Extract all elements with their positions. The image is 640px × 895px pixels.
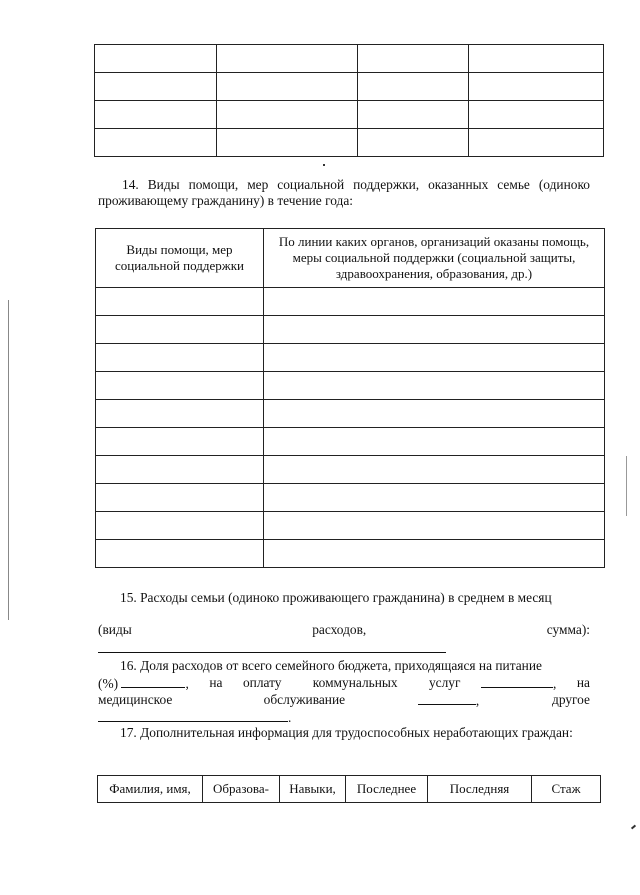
empty-cell (469, 101, 604, 129)
previous-table-row (95, 73, 604, 101)
food-share-blank (121, 675, 185, 688)
empty-cell (96, 428, 264, 456)
empty-cell (95, 73, 217, 101)
empty-cell (95, 129, 217, 157)
empty-cell (264, 540, 605, 568)
utilities-blank (481, 675, 553, 688)
section-15-sum: сумма): (546, 622, 590, 637)
previous-table-row (95, 129, 604, 157)
empty-cell (96, 316, 264, 344)
unemployed-info-table (97, 775, 601, 803)
section-17-number: 17. (120, 725, 137, 740)
section-16-medical-label: медицинское обслуживание (98, 692, 346, 707)
aid-table-row (96, 288, 605, 316)
section-16-line1 (98, 658, 590, 674)
aid-table-header-row (96, 229, 605, 288)
section-15-kinds: (виды (98, 622, 132, 637)
section-14-body: Виды помощи, мер социальной поддержки, оказанных семье (одиноко проживающему гражданину) в течение года: (98, 177, 590, 208)
empty-cell (469, 45, 604, 73)
aid-table-row (96, 428, 605, 456)
section-16-number: 16. (120, 658, 137, 673)
utilities-blank-wrap: , (481, 675, 556, 692)
empty-cell (469, 73, 604, 101)
empty-cell (217, 73, 358, 101)
empty-cell (358, 45, 469, 73)
empty-cell (96, 400, 264, 428)
section-15-text (98, 590, 590, 606)
aid-table-row (96, 344, 605, 372)
empty-cell (358, 73, 469, 101)
empty-cell (469, 129, 604, 157)
empty-cell (264, 344, 605, 372)
previous-table (94, 44, 604, 157)
aid-table-row (96, 484, 605, 512)
skills-header: Навыки, (280, 776, 346, 803)
aid-table-row (96, 372, 605, 400)
empty-cell (264, 456, 605, 484)
empty-cell (358, 129, 469, 157)
section-16-food-share: Доля расходов от всего семейного бюджета, приходящаяся на питание (140, 658, 542, 673)
section-15-number: 15. (120, 590, 137, 605)
scan-edge-line (8, 300, 9, 620)
section-16-line2 (98, 675, 590, 692)
section-15-line1: Расходы семьи (одиноко проживающего гражданина) в среднем в месяц (140, 590, 552, 605)
aid-table-body (96, 288, 605, 568)
aid-table-row (96, 456, 605, 484)
empty-cell (264, 400, 605, 428)
empty-cell (264, 372, 605, 400)
section-14-number: 14. (122, 177, 139, 192)
empty-cell (264, 484, 605, 512)
education-header: Образова- (203, 776, 280, 803)
section-16-line4: . (98, 709, 590, 726)
aid-type-header: Виды помощи, мер социальной поддержки (96, 229, 264, 288)
section-16-on-label: на (209, 675, 223, 690)
name-header: Фамилия, имя, (98, 776, 203, 803)
empty-cell (96, 484, 264, 512)
section-15-expenses: расходов, (312, 622, 367, 637)
previous-table-body (95, 45, 604, 157)
empty-cell (96, 540, 264, 568)
aid-table-row (96, 512, 605, 540)
empty-cell (96, 344, 264, 372)
last-header: Последнее (346, 776, 428, 803)
other-blank (98, 709, 288, 722)
scan-edge-line (626, 456, 627, 516)
aid-table (95, 228, 605, 568)
empty-cell (96, 288, 264, 316)
section-15-fill-line (98, 652, 446, 653)
empty-cell (217, 45, 358, 73)
empty-cell (264, 428, 605, 456)
empty-cell (95, 45, 217, 73)
aid-table-row (96, 400, 605, 428)
section-16-other-label: другое (552, 692, 590, 707)
empty-cell (95, 101, 217, 129)
section-14-text (98, 177, 590, 209)
empty-cell (358, 101, 469, 129)
section-16-on2-label: на (576, 675, 590, 690)
aid-table-row (96, 540, 605, 568)
section-15-line2 (98, 622, 590, 638)
section-17-body: Дополнительная информация для трудоспособных неработающих граждан: (140, 725, 573, 740)
empty-cell (217, 129, 358, 157)
experience-header: Стаж (532, 776, 601, 803)
empty-cell (217, 101, 358, 129)
section-17-text (98, 725, 590, 741)
previous-table-row (95, 101, 604, 129)
aid-provider-header: По линии каких органов, организаций оказаны помощь, меры социальной поддержки (социальной защиты, здравоохранения, образования, др.) (264, 229, 605, 288)
section-16-pct-label: (%) , (98, 676, 189, 691)
section-16-line3 (98, 692, 590, 709)
section-16-utilities-label: оплату коммунальных услуг (242, 675, 461, 690)
empty-cell (264, 316, 605, 344)
empty-cell (96, 456, 264, 484)
previous-table-row (95, 45, 604, 73)
scan-speck (323, 164, 325, 166)
medical-blank (418, 692, 476, 705)
aid-table-row (96, 316, 605, 344)
empty-cell (264, 512, 605, 540)
scan-mark (631, 825, 636, 830)
last-position-header: Последняя (428, 776, 532, 803)
empty-cell (96, 372, 264, 400)
empty-cell (96, 512, 264, 540)
empty-cell (264, 288, 605, 316)
medical-blank-wrap: , (418, 692, 479, 709)
unemployed-info-header-row (98, 776, 601, 803)
